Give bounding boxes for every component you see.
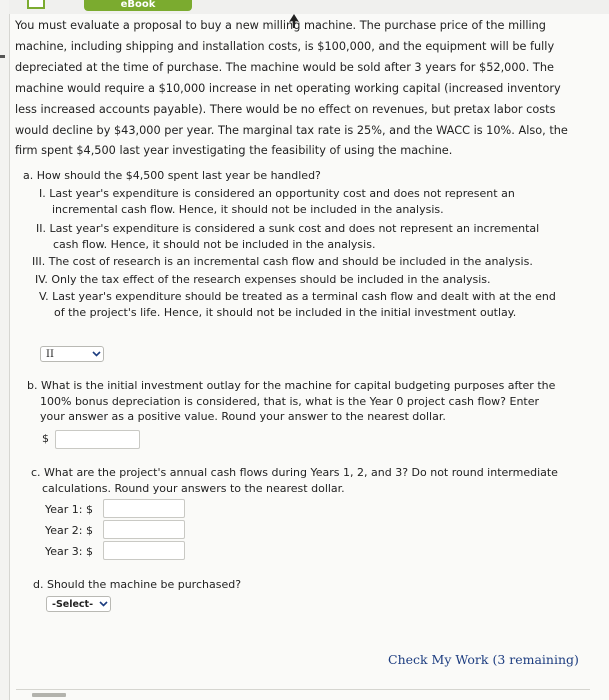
option-i xyxy=(39,186,515,218)
statement-line: less increased accounts payable). There would be no effect on revenues, but pretax labor costs xyxy=(15,102,556,116)
bottom-control xyxy=(32,693,66,697)
edge-marker xyxy=(0,55,5,58)
option-v xyxy=(39,289,556,321)
check-my-work-link[interactable]: Check My Work (3 remaining) xyxy=(388,652,579,667)
statement-line: You must evaluate a proposal to buy a new milling machine. The purchase price of the milling xyxy=(15,19,546,32)
option-text: IV. Only the tax effect of the research expenses should be included in the analysis. xyxy=(35,273,491,286)
part-d-question: d. Should the machine be purchased? xyxy=(33,578,242,591)
option-text: III. The cost of research is an incremental cash flow and should be included in the analysis. xyxy=(32,255,533,268)
year-2-label: Year 2: $ xyxy=(45,524,93,537)
currency-label: $ xyxy=(42,432,49,445)
year-3-label: Year 3: $ xyxy=(45,545,93,558)
statement-line: machine would require a $10,000 increase in net operating working capital (increased inventory xyxy=(15,81,561,95)
question-line: c. What are the project's annual cash flows during Years 1, 2, and 3? Do not round intermediate xyxy=(31,466,558,479)
option-text: cash flow. Hence, it should not be included in the analysis. xyxy=(53,237,376,251)
option-text: of the project's life. Hence, it should not be included in the initial investment outlay. xyxy=(54,305,517,319)
option-text: II. Last year's expenditure is considered a sunk cost and does not represent an incremental xyxy=(36,222,540,235)
option-text: incremental cash flow. Hence, it should not be included in the analysis. xyxy=(52,202,444,216)
problem-statement xyxy=(15,16,590,162)
year-3-cashflow-input[interactable] xyxy=(103,541,185,560)
option-text: V. Last year's expenditure should be treated as a terminal cash flow and dealt with at the end xyxy=(39,290,556,303)
option-ii xyxy=(36,221,539,253)
year-1-cashflow-input[interactable] xyxy=(103,499,185,518)
ebook-tab[interactable]: eBook xyxy=(84,0,192,11)
part-c-question xyxy=(31,465,558,496)
question-line: calculations. Round your answers to the nearest dollar. xyxy=(42,481,345,495)
selected-value: -Select- xyxy=(52,599,94,610)
statement-line: machine, including shipping and installation costs, is $100,000, and the equipment will be fully xyxy=(15,39,555,53)
question-line: b. What is the initial investment outlay for the machine for capital budgeting purposes after the xyxy=(27,379,556,392)
year-1-label: Year 1: $ xyxy=(45,503,93,516)
chevron-down-icon xyxy=(92,349,101,358)
statement-line: would decline by $43,000 per year. The marginal tax rate is 25%, and the WACC is 10%. Also, the xyxy=(15,123,568,137)
year-2-cashflow-input[interactable] xyxy=(103,520,185,539)
part-a-answer-select[interactable] xyxy=(40,346,104,362)
question-line: your answer as a positive value. Round your answer to the nearest dollar. xyxy=(40,410,446,423)
part-b-question xyxy=(27,378,555,425)
initial-outlay-input[interactable] xyxy=(55,430,140,449)
statement-line: depreciated at the time of purchase. The machine would be sold after 3 years for $52,000. The xyxy=(15,60,554,74)
option-iii xyxy=(32,254,533,270)
statement-line: firm spent $4,500 last year investigating the feasibility of using the machine. xyxy=(15,144,453,158)
selected-value: II xyxy=(46,349,54,360)
book-icon[interactable] xyxy=(27,0,45,9)
chevron-down-icon xyxy=(99,599,108,608)
option-text: I. Last year's expenditure is considered an opportunity cost and does not represent an xyxy=(39,187,515,200)
part-a-question: a. How should the $4,500 spent last year be handled? xyxy=(23,169,321,182)
divider xyxy=(16,689,590,690)
part-d-answer-select[interactable] xyxy=(46,596,111,612)
option-iv xyxy=(35,272,491,288)
question-line: 100% bonus depreciation is considered, that is, what is the Year 0 project cash flow? Enter xyxy=(40,394,540,408)
